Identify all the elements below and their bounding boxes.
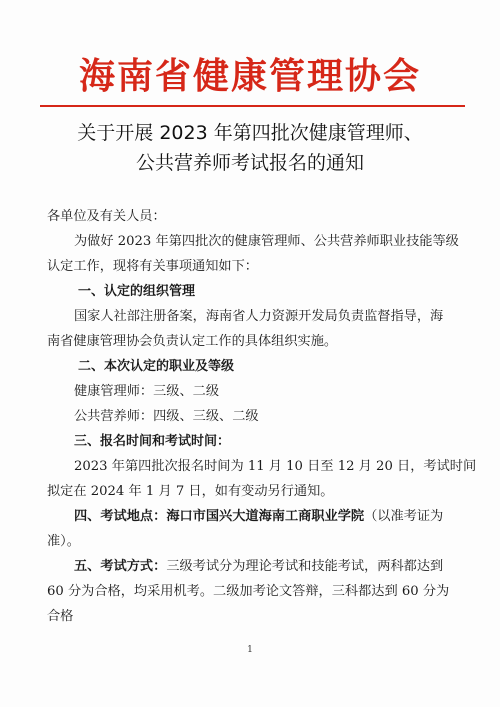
section-5-line-1 <box>47 554 465 579</box>
section-2-item-1: 健康管理师：三级、二级 <box>74 384 220 399</box>
section-4-line-1 <box>47 504 465 529</box>
title-line-1: 关于开展 2023 年第四批次健康管理师、 <box>77 122 423 144</box>
section-3-line-2: 拟定在 2024 年 1 月 7 日，如有变动另行通知。 <box>47 484 334 499</box>
section-5-line-3: 合格 <box>47 609 74 624</box>
section-2-item-2: 公共营养师：四级、三级、二级 <box>74 409 259 424</box>
intro-line-1: 为做好 2023 年第四批次的健康管理师、公共营养师职业技能等级 <box>74 234 459 249</box>
section-5-line-2: 60 分为合格，均采用机考。二级加考论文答辩，三科都达到 60 分为 <box>47 584 450 599</box>
section-2-heading: 二、本次认定的职业及等级 <box>78 359 235 374</box>
section-3-heading: 三、报名时间和考试时间： <box>74 434 231 449</box>
document-body <box>47 204 477 629</box>
section-5-text: 三级考试分为理论考试和技能考试，两科都达到 <box>166 559 444 574</box>
section-1-heading: 一、认定的组织管理 <box>78 284 196 299</box>
document-title <box>0 118 500 178</box>
header-divider <box>40 105 465 107</box>
section-3-line-1: 2023 年第四批次报名时间为 11 月 10 日至 12 月 20 日，考试时间 <box>74 459 477 474</box>
organization-header: 海南省健康管理协会 <box>78 55 421 97</box>
section-4-label: 四、考试地点： <box>74 509 167 524</box>
page-number: 1 <box>247 645 253 655</box>
section-1-line-1: 国家人社部注册备案，海南省人力资源开发局负责监督指导，海 <box>74 309 444 324</box>
section-4-line-2: 准）。 <box>47 534 80 549</box>
title-line-2: 公共营养师考试报名的通知 <box>135 152 364 174</box>
section-5-label: 五、考试方式： <box>74 559 167 574</box>
intro-line-2: 认定工作，现将有关事项通知如下： <box>47 259 258 274</box>
section-4-location: 海口市国兴大道海南工商职业学院 <box>166 509 365 524</box>
section-4-note: （以准考证为 <box>364 509 444 524</box>
salutation: 各单位及有关人员： <box>47 209 166 224</box>
section-1-line-2: 南省健康管理协会负责认定工作的具体组织实施。 <box>47 334 338 349</box>
